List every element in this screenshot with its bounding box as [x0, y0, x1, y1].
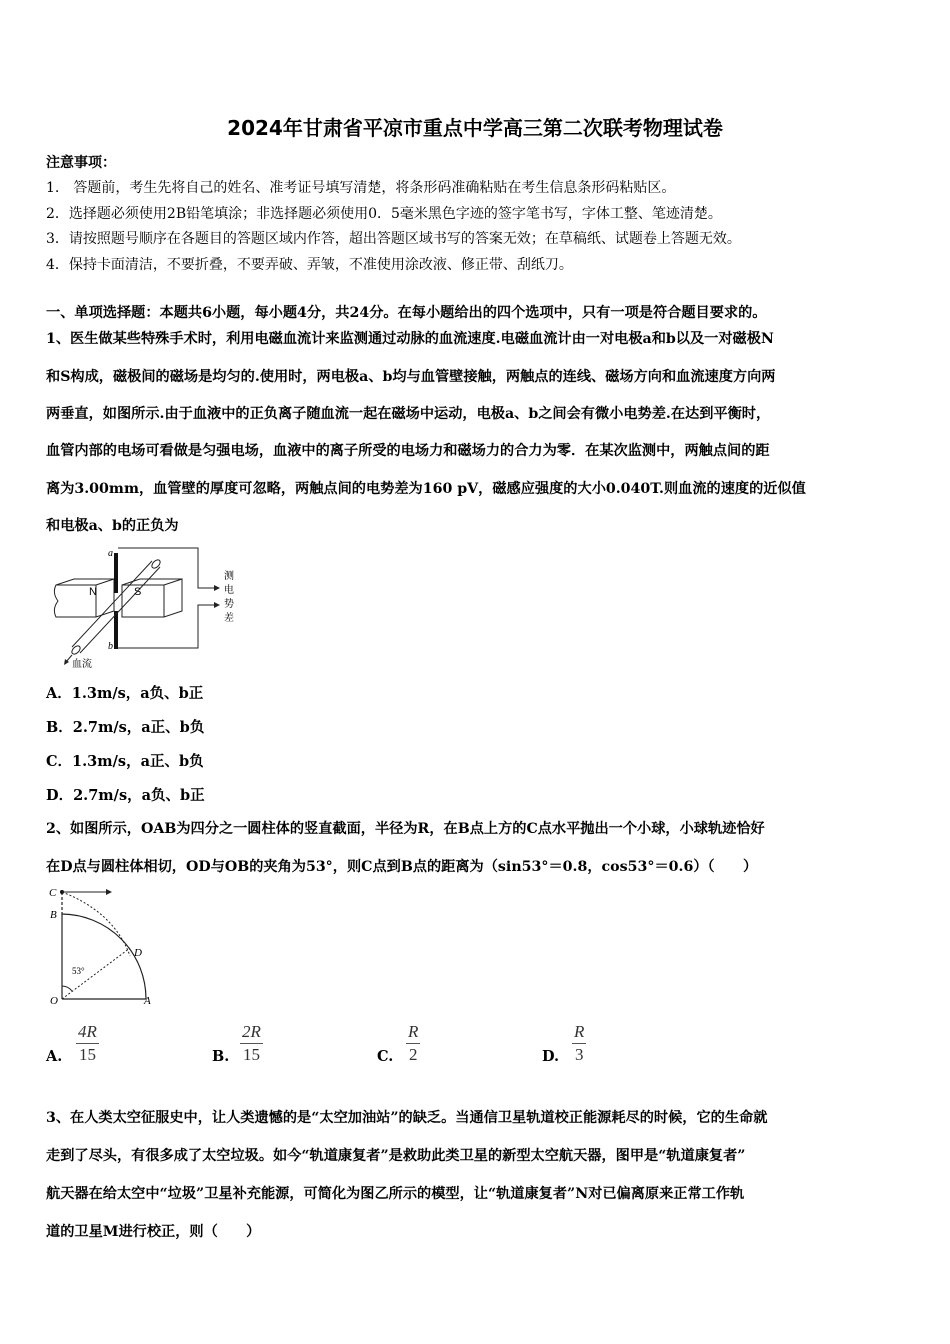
notice-item: 2．选择题必须使用2B铅笔填涂；非选择题必须使用0．5毫米黑色字迹的签字笔书写，字体工整、笔迹清楚。	[46, 206, 722, 222]
question-2-text: 2、如图所示，OAB为四分之一圆柱体的竖直截面，半径为R，在B点上方的C点水平抛出一个小球，小球轨迹恰好	[46, 821, 765, 837]
label-d: D	[134, 947, 142, 959]
svg-text:电: 电	[224, 585, 234, 596]
label-o: O	[50, 995, 58, 1007]
option-c-fraction: R 2	[408, 1022, 419, 1064]
label-c: C	[49, 887, 57, 899]
option-d: D．2.7m/s，a负、b正	[46, 787, 205, 804]
question-1-text: 1、医生做某些特殊手术时，利用电磁血流计来监测通过动脉的血流速度.电磁血流计由一对电极a和b以及一对磁极N	[46, 331, 774, 347]
label-b: B	[50, 909, 57, 921]
svg-text:差: 差	[224, 613, 234, 624]
quarter-cylinder-figure	[44, 884, 164, 1008]
question-1-text: 和电极a、b的正负为	[46, 518, 179, 534]
notice-item: 1. 答题前，考生先将自己的姓名、准考证号填写清楚，将条形码准确粘贴在考生信息条形码粘贴区。	[46, 180, 676, 196]
question-1-text: 和S构成，磁极间的磁场是均匀的.使用时，两电极a、b均与血管壁接触，两触点的连线、磁场方向和血流速度方向两	[46, 369, 776, 385]
question-1-text: 离为3.00mm，血管壁的厚度可忽略，两触点间的电势差为160 pV，磁感应强度的大小0.040T.则血流的速度的近似值	[46, 481, 806, 497]
option-a-fraction: 4R 15	[78, 1022, 97, 1064]
option-a: A．1.3m/s，a负、b正	[46, 685, 204, 702]
label-s: S	[134, 586, 142, 598]
option-b: B．2.7m/s，a正、b负	[46, 719, 205, 736]
option-d-letter: D.	[542, 1048, 560, 1065]
question-2-text: 在D点与圆柱体相切，OD与OB的夹角为53°，则C点到B点的距离为（sin53°＝0.8，cos53°＝0.6）（ ）	[46, 859, 758, 875]
electromagnetic-flowmeter-figure	[44, 543, 244, 671]
label-a: a	[108, 548, 113, 559]
option-c: C．1.3m/s，a正、b负	[46, 753, 204, 770]
section-heading: 一、单项选择题：本题共6小题，每小题4分，共24分。在每小题给出的四个选项中，只有一项是符合题目要求的。	[46, 305, 767, 321]
label-n: N	[89, 586, 97, 598]
svg-text:势: 势	[224, 599, 234, 610]
option-c-letter: C.	[377, 1048, 394, 1065]
label-blood-flow: 血流	[72, 659, 92, 670]
question-3-text: 道的卫星M进行校正，则（ ）	[46, 1224, 261, 1240]
notice-item: 3．请按照题号顺序在各题目的答题区域内作答，超出答题区域书写的答案无效；在草稿纸、试题卷上答题无效。	[46, 231, 741, 247]
page-title: 2024年甘肃省平凉市重点中学高三第二次联考物理试卷	[227, 116, 723, 140]
option-d-fraction: R 3	[574, 1022, 585, 1064]
question-3-text: 航天器在给太空中“垃圾”卫星补充能源，可简化为图乙所示的模型，让“轨道康复者”N对已偏离原来正常工作轨	[46, 1186, 745, 1202]
notice-item: 4．保持卡面清洁，不要折叠，不要弄破、弄皱，不准使用涂改液、修正带、刮纸刀。	[46, 257, 573, 273]
notice-heading: 注意事项：	[46, 155, 116, 171]
option-b-letter: B.	[212, 1048, 230, 1065]
label-b: b	[108, 641, 113, 652]
question-3-text: 走到了尽头，有很多成了太空垃圾。如今“轨道康复者”是救助此类卫星的新型太空航天器，图甲是“轨道康复者”	[46, 1148, 746, 1164]
question-1-text: 两垂直，如图所示.由于血液中的正负离子随血流一起在磁场中运动，电极a、b之间会有微小电势差.在达到平衡时，	[46, 406, 771, 422]
question-3-text: 3、在人类太空征服史中，让人类遗憾的是“太空加油站”的缺乏。当通信卫星轨道校正能源耗尽的时候，它的生命就	[46, 1110, 768, 1126]
question-1-text: 血管内部的电场可看做是匀强电场，血液中的离子所受的电场力和磁场力的合力为零．在某次监测中，两触点间的距	[46, 443, 770, 459]
angle-label: 53°	[72, 966, 85, 976]
option-a-letter: A.	[46, 1048, 63, 1065]
svg-text:测: 测	[224, 571, 234, 582]
label-a: A	[144, 995, 151, 1007]
option-b-fraction: 2R 15	[242, 1022, 261, 1064]
